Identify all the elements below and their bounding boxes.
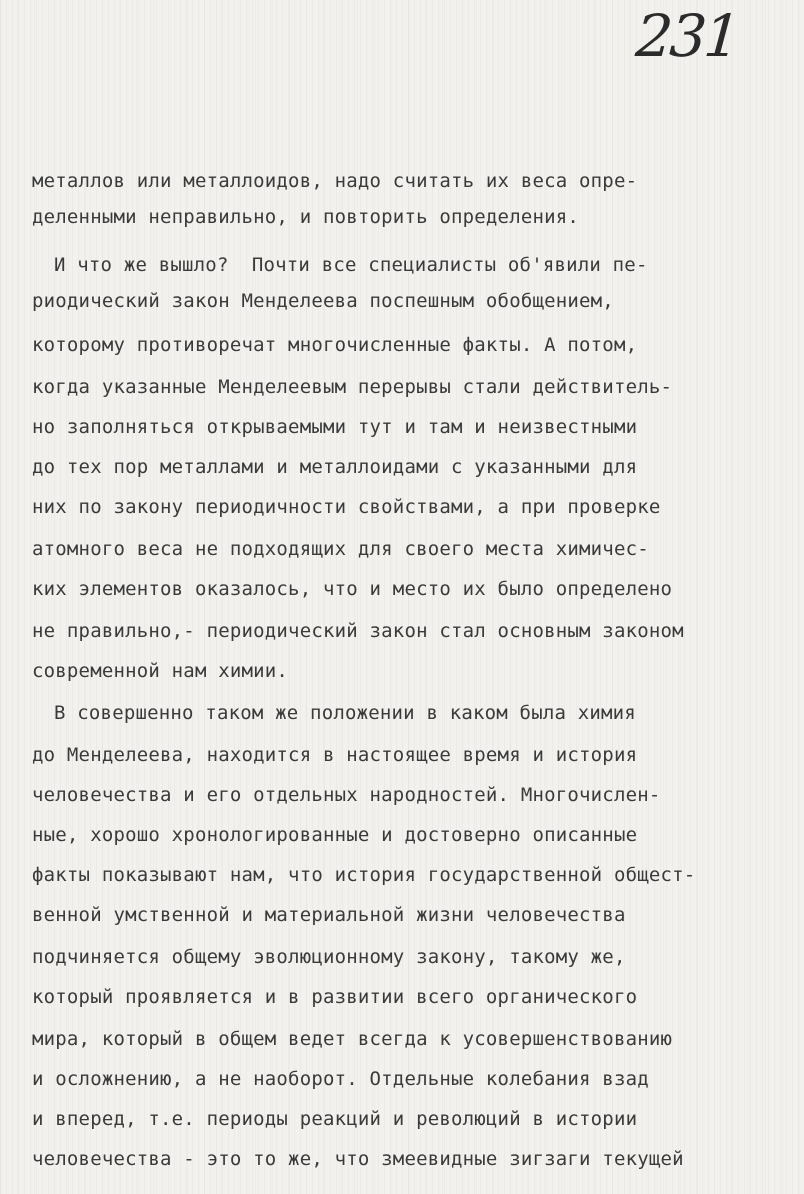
text-line: подчиняется общему эволюционному закону, такому же, [32, 946, 626, 968]
handwritten-page-number: 231 [633, 2, 741, 70]
text-line: ких элементов оказалось, что и место их было определено [32, 578, 673, 600]
text-line: металлов или металлоидов, надо считать их веса опре- [32, 170, 638, 192]
text-line: риодический закон Менделеева поспешным обобщением, [32, 290, 614, 312]
text-line: который проявляется и в развитии всего органического [32, 986, 638, 1008]
text-line: факты показывают нам, что история государственной общест- [32, 864, 696, 886]
text-line: человечества - это то же, что змеевидные зигзаги текущей [32, 1148, 684, 1170]
text-line: и осложнению, а не наоборот. Отдельные колебания взад [32, 1068, 649, 1090]
text-line: атомного веса не подходящих для своего места химичес- [32, 538, 649, 560]
text-line: современной нам химии. [32, 660, 289, 682]
text-line: и вперед, т.е. периоды реакций и революций в истории [32, 1108, 638, 1130]
text-line: деленными неправильно, и повторить определения. [32, 206, 580, 228]
text-line: В совершенно таком же положении в каком была химия [54, 702, 636, 724]
text-line: когда указанные Менделеевым перерывы стали действитель- [32, 376, 673, 398]
text-line: мира, который в общем ведет всегда к усовершенствованию [32, 1028, 673, 1050]
text-line: венной умственной и материальной жизни человечества [32, 904, 626, 926]
text-line: И что же вышло? Почти все специалисты об'явили пе- [54, 254, 648, 276]
text-line: до Менделеева, находится в настоящее время и история [32, 744, 638, 766]
text-line: человечества и его отдельных народностей. Многочислен- [32, 784, 661, 806]
text-line: них по закону периодичности свойствами, а при проверке [32, 496, 661, 518]
text-line: которому противоречат многочисленные факты. А потом, [32, 334, 638, 356]
text-line: до тех пор металлами и металлоидами с указанными для [32, 456, 638, 478]
text-line: но заполняться открываемыми тут и там и неизвестными [32, 416, 638, 438]
text-line: ные, хорошо хронологированные и достоверно описанные [32, 824, 638, 846]
text-line: не правильно,- периодический закон стал основным законом [32, 620, 684, 642]
